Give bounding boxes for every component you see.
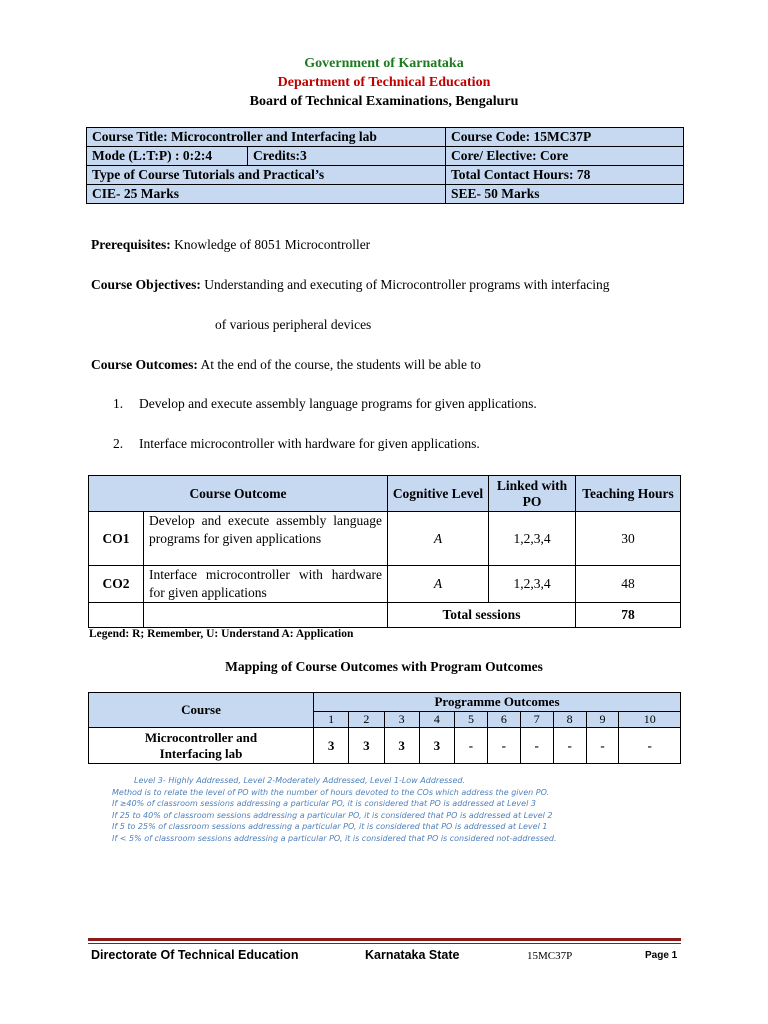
footer-divider-thin — [88, 943, 681, 944]
po-number: 7 — [520, 712, 553, 728]
note-line: Level 3- Highly Addressed, Level 2-Moderately Addressed, Level 1-Low Addressed. — [134, 776, 465, 785]
co-id: CO2 — [89, 566, 144, 603]
po-number: 9 — [586, 712, 619, 728]
note-line: If 25 to 40% of classroom sessions addressing a particular PO, it is considered that PO is addressed at Level 2 — [112, 810, 553, 820]
co-description: Develop and execute assembly language programs for given applications — [144, 512, 388, 566]
footer-code: 15MC37P — [527, 950, 573, 962]
footer-divider — [88, 938, 681, 941]
po-value: - — [586, 728, 619, 764]
objectives-continued: of various peripheral devices — [215, 317, 372, 332]
po-number: 3 — [384, 712, 419, 728]
header-programme-outcomes: Programme Outcomes — [314, 693, 681, 712]
header-department: Department of Technical Education — [277, 75, 491, 90]
po-number: 8 — [553, 712, 586, 728]
see-cell: SEE- 50 Marks — [446, 185, 684, 204]
course-objectives — [91, 277, 610, 293]
mapping-title: Mapping of Course Outcomes with Program Outcomes — [225, 659, 543, 674]
empty-cell — [144, 603, 388, 628]
outcome-number: 1. — [113, 396, 124, 411]
header-government: Government of Karnataka — [304, 56, 464, 71]
course-title-cell: Course Title: Microcontroller and Interfacing lab — [87, 128, 446, 147]
po-number: 5 — [455, 712, 488, 728]
table-row — [89, 728, 681, 764]
note-line: If ≥40% of classroom sessions addressing a particular PO, it is considered that PO is addressed at Level 3 — [112, 799, 536, 808]
co-level: A — [388, 566, 489, 603]
outcome-number: 2. — [113, 436, 124, 451]
po-value: - — [455, 728, 488, 764]
objectives-label: Course Objectives: — [91, 277, 201, 292]
po-number: 1 — [314, 712, 349, 728]
prerequisites — [91, 237, 370, 253]
po-value: 3 — [384, 728, 419, 764]
legend: Legend: R; Remember, U: Understand A: Application — [89, 628, 354, 640]
total-sessions-value: 78 — [576, 603, 681, 628]
header-linked-po: Linked with PO — [489, 476, 576, 512]
po-number: 4 — [419, 712, 454, 728]
core-elective-cell: Core/ Elective: Core — [446, 147, 684, 166]
co-description: Interface microcontroller with hardware for given applications — [144, 566, 388, 603]
po-number: 6 — [487, 712, 520, 728]
note-line: If 5 to 25% of classroom sessions addressing a particular PO, it is considered that PO is addressed at Level 1 — [112, 822, 548, 831]
footer-state: Karnataka State — [365, 948, 460, 962]
po-number: 2 — [349, 712, 384, 728]
total-row — [89, 603, 681, 628]
mode-cell: Mode (L:T:P) : 0:2:4 — [87, 147, 248, 166]
note-line: If < 5% of classroom sessions addressing a particular PO, it is considered that PO is considered not-addressed. — [112, 833, 557, 843]
po-value: 3 — [349, 728, 384, 764]
co-linked-po: 1,2,3,4 — [489, 512, 576, 566]
header-cognitive-level: Cognitive Level — [388, 476, 489, 512]
outcomes-text: At the end of the course, the students will be able to — [197, 357, 481, 372]
contact-hours-cell: Total Contact Hours: 78 — [446, 166, 684, 185]
empty-cell — [89, 603, 144, 628]
outcome-item-1 — [113, 396, 537, 412]
po-value: - — [487, 728, 520, 764]
co-id: CO1 — [89, 512, 144, 566]
course-outcome-table — [88, 475, 681, 628]
po-value: - — [520, 728, 553, 764]
po-value: - — [619, 728, 681, 764]
prerequisites-text: Knowledge of 8051 Microcontroller — [170, 237, 371, 252]
course-code-cell: Course Code: 15MC37P — [446, 128, 684, 147]
header-teaching-hours: Teaching Hours — [576, 476, 681, 512]
footer-page-number: Page 1 — [645, 950, 678, 961]
co-level: A — [388, 512, 489, 566]
course-type-cell: Type of Course Tutorials and Practical’s — [87, 166, 446, 185]
outcome-item-2 — [113, 436, 480, 452]
footer-directorate: Directorate Of Technical Education — [91, 948, 299, 962]
outcome-text: Develop and execute assembly language programs for given applications. — [139, 396, 537, 411]
co-hours: 30 — [576, 512, 681, 566]
objectives-text: Understanding and executing of Microcontroller programs with interfacing — [200, 277, 610, 292]
co-linked-po: 1,2,3,4 — [489, 566, 576, 603]
total-sessions-label: Total sessions — [388, 603, 576, 628]
header-course: Course — [89, 693, 314, 728]
po-number: 10 — [619, 712, 681, 728]
co-hours: 48 — [576, 566, 681, 603]
po-value: - — [553, 728, 586, 764]
course-info-table — [86, 127, 684, 204]
table-row — [89, 566, 681, 603]
course-outcomes-intro — [91, 357, 481, 373]
mapping-course-name: Microcontroller and Interfacing lab — [89, 728, 314, 764]
po-value: 3 — [419, 728, 454, 764]
po-value: 3 — [314, 728, 349, 764]
level-notes — [112, 775, 556, 844]
outcomes-label: Course Outcomes: — [91, 357, 198, 372]
table-row — [89, 512, 681, 566]
credits-cell: Credits:3 — [248, 147, 446, 166]
prerequisites-label: Prerequisites: — [91, 237, 171, 252]
po-mapping-table — [88, 692, 681, 764]
header-board: Board of Technical Examinations, Bengaluru — [249, 94, 519, 109]
outcome-text: Interface microcontroller with hardware for given applications. — [139, 436, 480, 451]
cie-cell: CIE- 25 Marks — [87, 185, 446, 204]
header-course-outcome: Course Outcome — [89, 476, 388, 512]
note-line: Method is to relate the level of PO with the number of hours devoted to the COs which address the given PO. — [112, 787, 550, 797]
